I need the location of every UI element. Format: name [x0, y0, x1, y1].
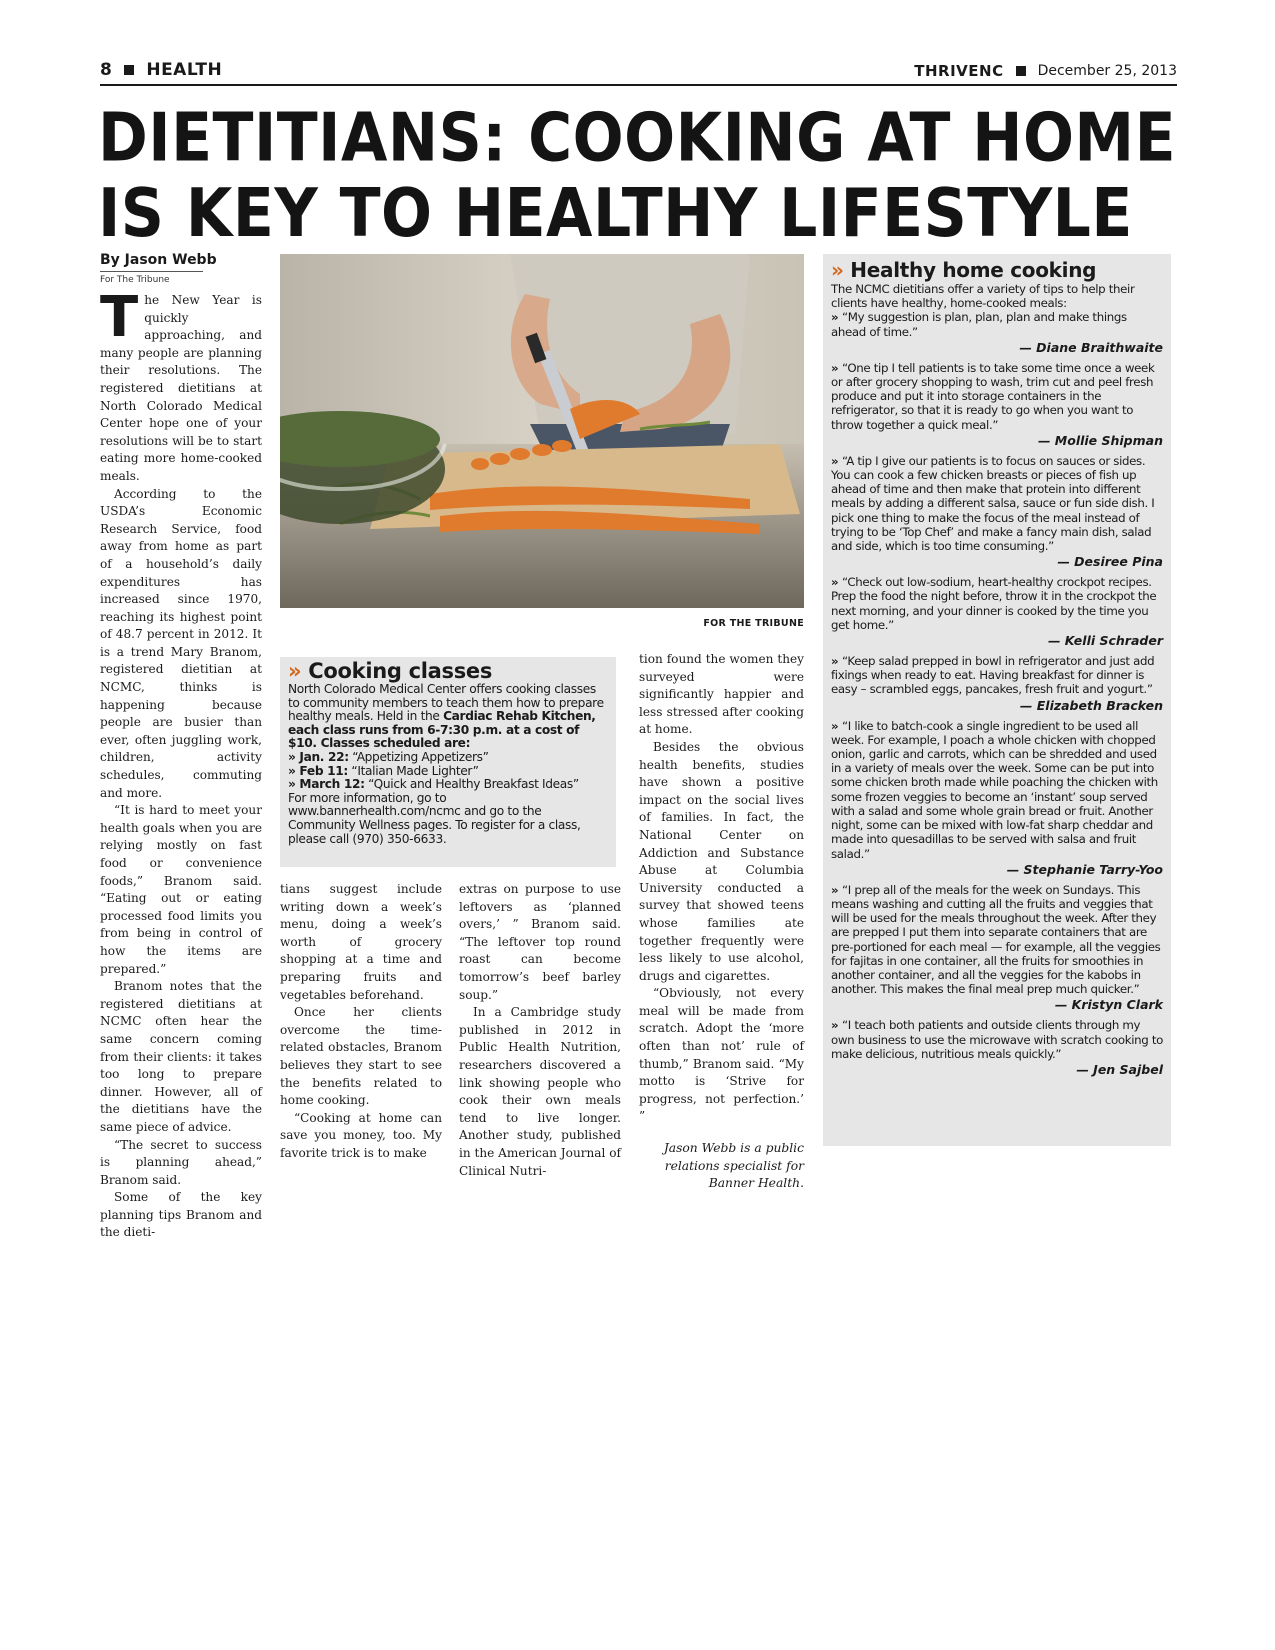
- article-paragraph: tians suggest include writing down a week’s menu, doing a week’s worth of grocery shopping at a time and preparing fruits and vegetables beforehand.: [280, 882, 442, 1002]
- tip-author: — Kelli Schrader: [1047, 633, 1163, 649]
- class-item: » March 12: “Quick and Healthy Breakfast Ideas”: [288, 777, 579, 792]
- chevron-icon: »: [831, 882, 843, 897]
- section-name: HEALTH: [146, 60, 223, 80]
- tip-author: — Desiree Pina: [1057, 554, 1163, 570]
- article-column-3: [459, 881, 621, 1180]
- page-header-left: [100, 60, 222, 80]
- tip-author: — Stephanie Tarry-Yoo: [1006, 861, 1163, 877]
- article-photo: [280, 254, 804, 608]
- article-paragraph: In a Cambridge study published in 2012 in Public Health Nutrition, researchers discovered a link showing people who cook their own meals tend to live longer. Another study, published in the American Journal of Clinical Nutri-: [459, 1005, 621, 1178]
- class-item: » Feb 11: “Italian Made Lighter”: [288, 763, 479, 778]
- chevron-icon: »: [831, 310, 843, 325]
- article-paragraph: “Cooking at home can save you money, too. My favorite trick is to make: [280, 1110, 442, 1160]
- headline-line-2: IS KEY TO HEALTHY LIFESTYLE: [98, 173, 1133, 253]
- class-item: » Jan. 22: “Appetizing Appetizers”: [288, 749, 489, 764]
- issue-date: December 25, 2013: [1037, 63, 1177, 79]
- article-column-4: [639, 651, 804, 1193]
- tip-quote: » “Check out low-sodium, heart-healthy crockpot recipes. Prep the food the night before, throw it in the crockpot the next morning, and your dinner is cooked by the time you get home.”: [831, 575, 1157, 632]
- cooking-classes-title: » Cooking classes: [288, 659, 493, 683]
- article-paragraph: tion found the women they surveyed were significantly happier and less stressed after cooking at home.: [639, 652, 804, 737]
- page-header-right: [914, 62, 1177, 80]
- article-paragraph: Branom notes that the registered dietitians at NCMC often hear the same concern coming from their clients: it takes too long to prepare dinner. However, all of the dietitians have the same piece of advice.: [100, 979, 262, 1134]
- headline: [98, 97, 1177, 253]
- tip-author: — Mollie Shipman: [1037, 432, 1163, 448]
- publication-name: THRIVENC: [914, 62, 1004, 80]
- tip-author: — Kristyn Clark: [1054, 997, 1163, 1013]
- healthy-home-cooking-title: » Healthy home cooking: [831, 258, 1097, 282]
- chevron-icon: »: [831, 1018, 843, 1033]
- article-paragraph: “It is hard to meet your health goals when you are relying mostly on fast food or convenience foods,” Branom said. “Eating out or eating processed food limits you from being in control of how the items are prepared.”: [100, 803, 262, 976]
- chevron-icon: »: [831, 453, 843, 468]
- article-paragraph: The New Year is quickly approaching, and many people are planning their resolutions. The registered dietitians at North Colorado Medical Center hope one of your resolutions will be to start eating more home-cooked meals.: [100, 285, 262, 483]
- byline-rule: [100, 271, 203, 272]
- chevron-icon: »: [831, 360, 843, 375]
- chevron-icon: »: [831, 575, 843, 590]
- article-paragraph: According to the USDA’s Economic Research Service, food away from home as part of a household’s daily expenditures has increased since 1970, reaching its highest point of 48.7 percent in 2012. It is a trend Mary Branom, registered dietitian at NCMC, thinks is happening because people are busier than ever, often juggling work, children, activity schedules, commuting and more.: [100, 486, 262, 800]
- tip-author: — Elizabeth Bracken: [1019, 697, 1163, 713]
- author-signature: Jason Webb is a public relations specialist for Banner Health.: [663, 1141, 804, 1191]
- chevron-icon: »: [831, 258, 844, 282]
- tip-quote: » “One tip I tell patients is to take some time once a week or after grocery shopping to wash, trim cut and peel fresh produce and put it into storage containers in the refrigerator, so that it is ready to go when you want to throw together a quick meal.”: [831, 360, 1155, 432]
- page-number: 8: [100, 60, 113, 80]
- tips-list: [831, 310, 1163, 1079]
- chevron-icon: »: [831, 654, 843, 669]
- tip-quote: » “Keep salad prepped in bowl in refrigerator and just add fixings when ready to eat. Having breakfast for dinner is easy – scrambled eggs, pancakes, fresh fruit and yogurt.”: [831, 654, 1155, 697]
- chevron-icon: »: [288, 659, 302, 683]
- article-paragraph: Once her clients overcome the time-related obstacles, Branom believes they start to see the benefits related to home cooking.: [280, 1005, 442, 1108]
- cooking-classes-intro: North Colorado Medical Center offers cooking classes to community members to teach them how to prepare healthy meals. Held in the Cardiac Rehab Kitchen, each class runs from 6-7:30 p.m. at a cost of $10. Classes scheduled are:: [288, 682, 604, 751]
- healthy-home-cooking-intro: The NCMC dietitians offer a variety of tips to help their clients have healthy, home-cooked meals:: [831, 282, 1135, 311]
- tip-quote: » “My suggestion is plan, plan, plan and make things ahead of time.”: [831, 310, 1127, 339]
- article-paragraph: Some of the key planning tips Branom and the dieti-: [100, 1190, 262, 1240]
- chevron-icon: »: [831, 718, 843, 733]
- square-bullet-icon: [124, 65, 134, 75]
- tip-quote: » “A tip I give our patients is to focus on sauces or sides. You can cook a few chicken breasts or pieces of fish up ahead of time and then make that protein into different meals by adding a different salsa, sauce or fun side dish. I pick one thing to make the focus of the meal instead of trying to be ‘Top Chef’ and make a fancy main dish, salad and side, which is too time consuming.”: [831, 453, 1155, 554]
- square-bullet-icon: [1016, 66, 1026, 76]
- healthy-home-cooking-box: [823, 254, 1171, 1146]
- cooking-classes-footer: For more information, go to www.bannerhealth.com/ncmc and go to the Community Wellness pages. To register for a class, please call (970) 350-6633.: [288, 790, 581, 846]
- cooking-classes-box: [280, 657, 616, 867]
- cooking-photo-illustration: [280, 254, 804, 608]
- drop-cap: T: [100, 285, 139, 350]
- header-rule: [100, 84, 1177, 86]
- tip-quote: » “I prep all of the meals for the week on Sundays. This means washing and cutting all the fruits and veggies that will be used for the meals throughout the week. After they are prepped I put them into separate containers that are pre-portioned for each meal — for example, all the veggies for fajitas in one container, all the fruits for smoothies in another container, and all the veggies for the kabobs in another. This makes the final meal prep much quicker.”: [831, 882, 1161, 997]
- article-column-1: [100, 285, 262, 1242]
- article-paragraph: extras on purpose to use leftovers as ‘planned overs,’ ” Branom said. “The leftover top round roast can become tomorrow’s beef barley soup.”: [459, 882, 621, 1002]
- article-column-2: [280, 881, 442, 1163]
- byline-affiliation: For The Tribune: [100, 275, 170, 285]
- photo-credit: FOR THE TRIBUNE: [703, 618, 804, 629]
- byline-author: By Jason Webb: [100, 252, 217, 268]
- tip-quote: » “I teach both patients and outside clients through my own business to use the microwave with scratch cooking to make delicious, nutritious meals quickly.”: [831, 1018, 1163, 1061]
- tip-author: — Jen Sajbel: [1076, 1061, 1163, 1077]
- tip-quote: » “I like to batch-cook a single ingredient to be used all week. For example, I poach a whole chicken with chopped onion, garlic and carrots, which can be shredded and used in a variety of meals over the week. Some can be put into some chicken broth made while poaching the chicken with some frozen veggies to become an ‘instant’ soup served with a salad and some whole grain bread or fruit. Another night, some can be mixed with low-fat sharp cheddar and made into quesadillas to be served with salsa and fruit salad.”: [831, 718, 1158, 861]
- tip-author: — Diane Braithwaite: [1019, 339, 1163, 355]
- article-paragraph: “Obviously, not every meal will be made from scratch. Adopt the ‘more often than not’ rule of thumb,” Branom said. “My motto is ‘Strive for progress, not perfection.’ ”: [639, 986, 804, 1124]
- headline-line-1: DIETITIANS: COOKING AT HOME: [98, 97, 1177, 177]
- article-paragraph: Besides the obvious health benefits, studies have shown a positive impact on the social lives of families. In fact, the National Center on Addiction and Substance Abuse at Columbia University conducted a survey that showed teens whose families ate together frequently were less likely to use alcohol, drugs and cigarettes.: [639, 739, 804, 983]
- article-paragraph: “The secret to success is planning ahead,” Branom said.: [100, 1137, 262, 1187]
